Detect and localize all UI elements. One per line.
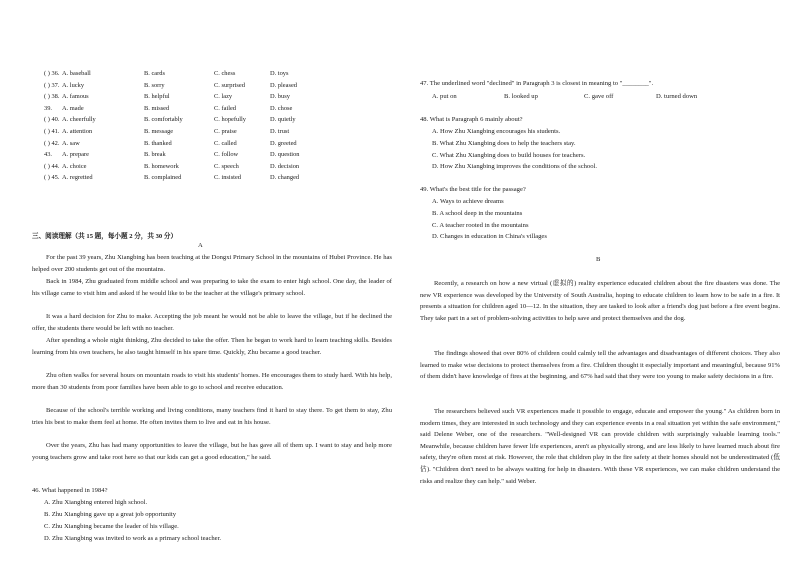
cloze-option-a: A. attention	[62, 128, 93, 135]
cloze-option-a: A. cheerfully	[62, 116, 96, 124]
q49-option-a: A. Ways to achieve dreams	[432, 198, 504, 205]
cloze-option-a: A. saw	[62, 139, 80, 147]
q46-option-b: B. Zhu Xiangbing gave up a great job opportunity	[44, 511, 177, 518]
question-47: 47. The underlined word "declined" in Paragraph 3 is closest in meaning to "________".	[420, 80, 654, 87]
q46-option-a: A. Zhu Xiangbing entered high school.	[44, 499, 148, 506]
cloze-option-c: C. speech	[214, 162, 239, 170]
q49-option-b: B. A school deep in the mountains	[432, 210, 523, 217]
passage-b-paragraph: The findings showed that over 80% of children could calmly tell the advantages and disadvantages of different choices. They also learned to make wise decisions to protect themselves from a fire. Children thought it especially important and meaningful, because 91% of them didn't have knowledge of fires at the beginning, and 67% had said that they were too young to make safety decisions in a fire.	[420, 350, 780, 381]
cloze-option-d: D. quietly	[270, 116, 296, 124]
cloze-option-b: B. missed	[144, 104, 170, 112]
q46-option-d: D. Zhu Xiangbing was invited to work as a primary school teacher.	[44, 535, 222, 542]
cloze-question-number: ( ) 40.	[44, 116, 60, 124]
cloze-option-c: C. hopefully	[214, 116, 246, 124]
cloze-option-d: D. decision	[270, 162, 300, 170]
cloze-option-a: A. made	[62, 104, 84, 112]
cloze-question-number: ( ) 36.	[44, 70, 60, 77]
question-49: 49. What's the best title for the passage?	[420, 186, 526, 193]
cloze-option-c: C. failed	[214, 104, 237, 112]
cloze-option-b: B. helpful	[144, 93, 170, 101]
cloze-option-b: B. cards	[144, 70, 165, 77]
passage-a-paragraph: After spending a whole night thinking, Zhu decided to take the offer. Then he began to work hard to learn teaching skills. Besides learning from his own teachers, he also taught himself in his spare time. Quickly, Zhu became a good teacher.	[32, 337, 392, 356]
passage-b-paragraph: The researchers believed such VR experiences made it possible to engage, educate and empower the young." As children born in modern times, they are interested in such technology and they can experience events in a real situation yet within the safe environment," said Delene Weber, one of the researchers. "Well-designed VR can provide children with surprisingly valuable learning tools." Meanwhile, because children have fewer life experiences, aren't as physically strong, and are less likely to have learned much about fire safety, they're often most at risk. However, the role that children play in the fire safety at their homes should not be underestimated (低估). "Children don't need to be always waiting for help in disasters. With these VR experiences, we can make children understand the risks and realize they can help." said Weber.	[420, 408, 780, 485]
q48-option-b: B. What Zhu Xiangbing does to help the teachers stay.	[432, 140, 576, 147]
cloze-option-d: D. greeted	[270, 139, 297, 147]
cloze-option-a: A. choice	[62, 162, 87, 170]
q48-option-a: A. How Zhu Xiangbing encourages his students.	[432, 128, 561, 135]
cloze-option-c: C. insisted	[214, 174, 241, 182]
q47-option-c: C. gave off	[584, 93, 614, 100]
cloze-option-d: D. question	[270, 151, 300, 159]
section-title: 三、阅读理解（共 15 题，每小题 2 分，共 30 分）	[32, 233, 178, 240]
cloze-option-c: C. follow	[214, 151, 239, 159]
cloze-option-a: A. lucky	[62, 81, 85, 89]
passage-a-paragraph: Back in 1984, Zhu graduated from middle school and was preparing to take the exam to enter high school. One day, the leader of his village came to visit him and asked if he would like to be the teacher at the village's primary school.	[32, 278, 392, 297]
cloze-question-number: ( ) 38.	[44, 93, 60, 101]
passage-b-paragraph: Recently, a research on how a new virtual (虚拟的) reality experience educated children about the fire disasters was done. The new VR experience was developed by the University of South Australia, hoping to educate children to learn how to be safe in a fire. It presents a situation for children aged 10—12. In the situation, they are tasked to look after a friend's dog just before a fire event begins. They take part in a set of problem-solving activities to help save and protect themselves and the dog.	[420, 280, 780, 322]
passage-a-paragraph: Because of the school's terrible working and living conditions, many teachers find it hard to stay there. To get them to stay, Zhu tries his best to make them feel at home. He often invites them to live and eat in his house.	[32, 407, 392, 426]
cloze-option-b: B. comfortably	[144, 116, 183, 124]
cloze-option-b: B. homework	[144, 162, 179, 170]
passage-a-paragraph: Over the years, Zhu has had many opportunities to leave the village, but he has gave all of them up. I want to stay and help more young teachers grow and take root here so that our kids can get a good education," he said.	[32, 442, 392, 461]
cloze-option-a: A. prepare	[62, 151, 89, 159]
question-48: 48. What is Paragraph 6 mainly about?	[420, 116, 523, 123]
cloze-option-d: D. busy	[270, 93, 290, 101]
cloze-option-a: A. famous	[62, 93, 89, 101]
cloze-option-a: A. baseball	[62, 70, 91, 77]
cloze-option-c: C. praise	[214, 128, 237, 135]
cloze-option-c: C. surprised	[214, 81, 245, 89]
cloze-option-b: B. sorry	[144, 81, 165, 89]
q48-option-d: D. How Zhu Xiangbing improves the conditions of the school.	[432, 163, 598, 170]
cloze-option-d: D. trust	[270, 128, 290, 135]
q47-option-d: D. turned down	[656, 93, 698, 100]
cloze-question-number: ( ) 42.	[44, 139, 60, 147]
cloze-option-c: C. lazy	[214, 93, 233, 101]
cloze-question-number: 43.	[44, 151, 52, 159]
cloze-question-number: 39.	[44, 104, 52, 112]
q47-option-a: A. put on	[432, 93, 457, 100]
cloze-option-d: D. pleased	[270, 81, 297, 89]
cloze-option-b: B. complained	[144, 174, 182, 182]
passage-a-label: A	[198, 242, 203, 249]
passage-a-paragraph: Zhu often walks for several hours on mountain roads to visit his students' homes. He encourages them to study hard. With his help, more than 30 students from poor families have been able to go to school and receive education.	[32, 372, 392, 391]
q46-option-c: C. Zhu Xiangbing became the leader of his village.	[44, 523, 179, 530]
question-46: 46. What happened in 1984?	[32, 487, 108, 494]
passage-a-paragraph: For the past 39 years, Zhu Xiangbing has been teaching at the Dongxi Primary School in the mountains of Hubei Province. He has helped over 200 students get out of the mountains.	[32, 254, 392, 273]
cloze-question-number: ( ) 45.	[44, 174, 60, 182]
passage-b-label: B	[596, 256, 601, 263]
cloze-option-a: A. regretted	[62, 174, 93, 182]
cloze-question-number: ( ) 44.	[44, 162, 60, 170]
q47-option-b: B. looked up	[504, 93, 538, 100]
cloze-option-b: B. thanked	[144, 139, 172, 147]
cloze-option-c: C. called	[214, 139, 237, 147]
cloze-question-number: ( ) 37.	[44, 81, 60, 89]
q48-option-c: C. What Zhu Xiangbing does to build houses for teachers.	[432, 152, 586, 159]
q49-option-c: C. A teacher rooted in the mountains	[432, 222, 529, 229]
cloze-option-d: D. toys	[270, 70, 289, 77]
cloze-option-d: D. chose	[270, 104, 293, 112]
q49-option-d: D. Changes in education in China's villages	[432, 233, 547, 240]
cloze-option-c: C. chess	[214, 70, 236, 77]
cloze-question-number: ( ) 41.	[44, 128, 60, 135]
passage-a-paragraph: It was a hard decision for Zhu to make. Accepting the job meant he would not be able to leave the village, but if he declined the offer, the students there would be left with no teacher.	[32, 313, 392, 332]
cloze-option-d: D. changed	[270, 174, 300, 182]
cloze-option-b: B. message	[144, 128, 174, 135]
cloze-option-b: B. break	[144, 151, 166, 159]
